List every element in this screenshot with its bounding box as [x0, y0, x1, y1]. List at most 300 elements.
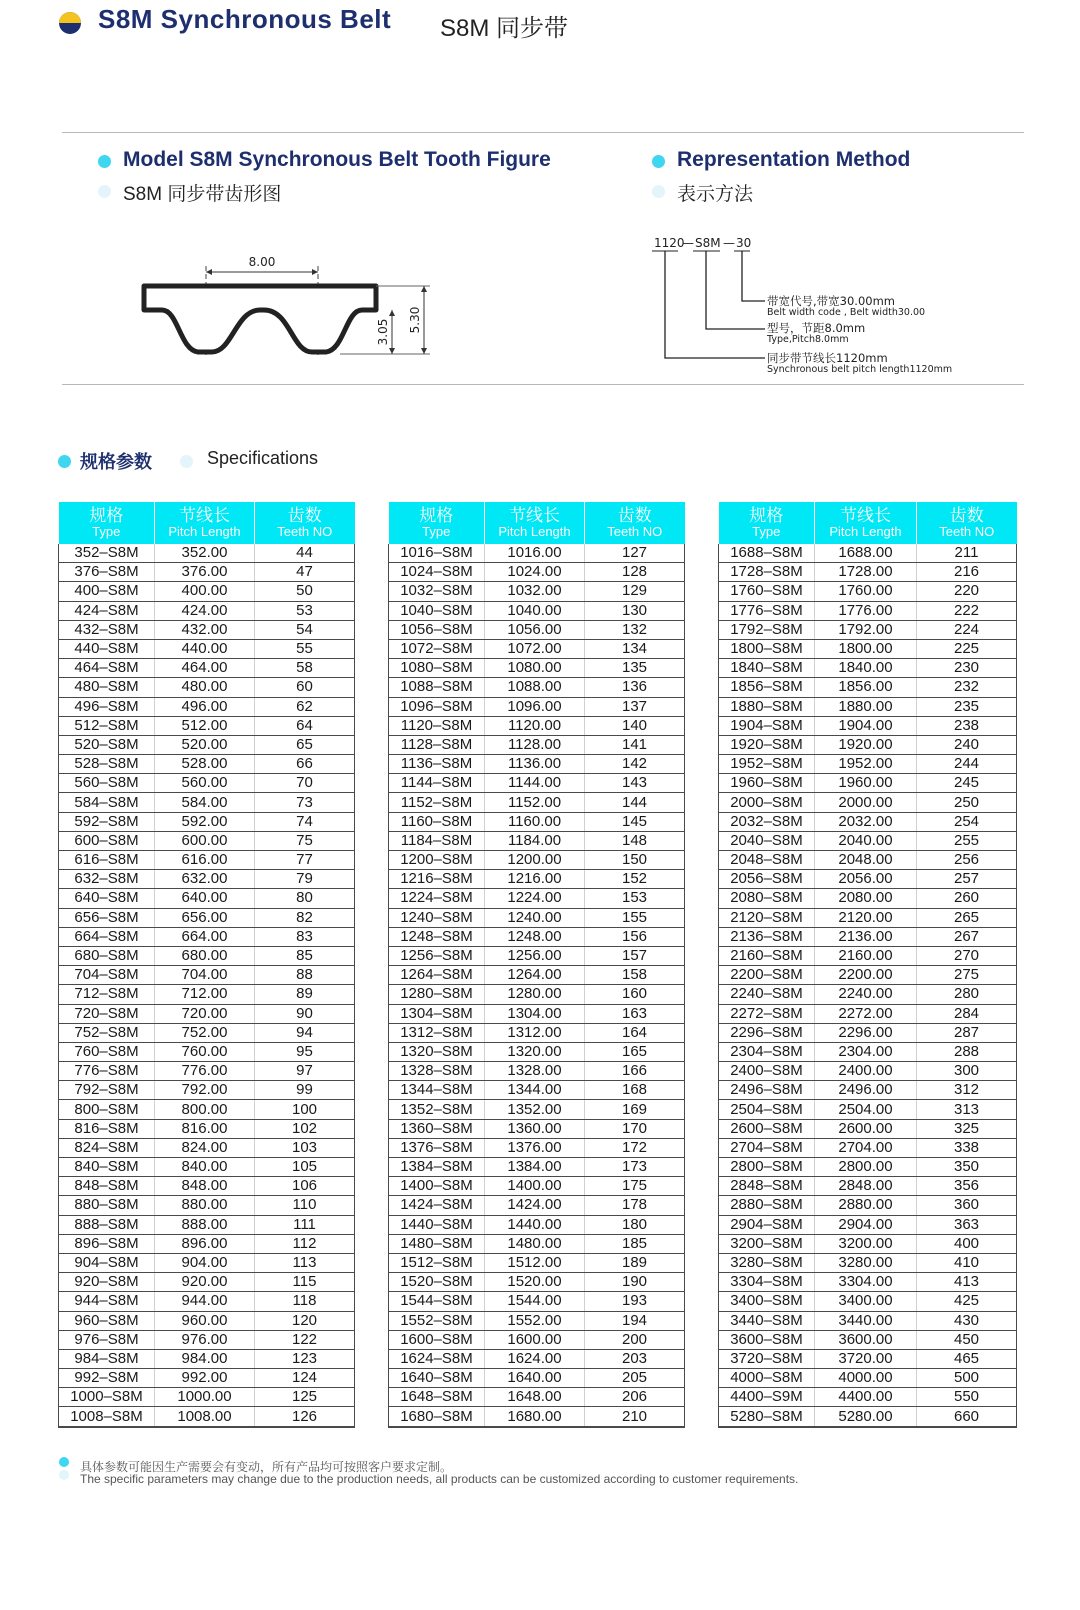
cell-pitch-length: 4000.00 [815, 1369, 917, 1388]
cell-teeth-no: 175 [585, 1177, 685, 1196]
cell-teeth-no: 232 [917, 678, 1017, 697]
cell-teeth-no: 224 [917, 620, 1017, 639]
cell-teeth-no: 90 [255, 1004, 355, 1023]
cell-pitch-length: 400.00 [155, 582, 255, 601]
cell-teeth-no: 400 [917, 1234, 1017, 1253]
cell-teeth-no: 132 [585, 620, 685, 639]
table-row [389, 927, 685, 946]
header-teeth-no: 齿数 Teeth NO [255, 502, 355, 544]
cell-pitch-length: 2040.00 [815, 831, 917, 850]
cell-type: 2600–S8M [719, 1119, 815, 1138]
table-row [719, 1177, 1017, 1196]
cell-type: 2056–S8M [719, 870, 815, 889]
cell-type: 584–S8M [59, 793, 155, 812]
table-row [389, 985, 685, 1004]
cell-teeth-no: 105 [255, 1158, 355, 1177]
representation-title: Representation Method [677, 148, 911, 171]
cell-pitch-length: 2880.00 [815, 1196, 917, 1215]
cell-type: 1200–S8M [389, 851, 485, 870]
cell-teeth-no: 103 [255, 1138, 355, 1157]
cell-pitch-length: 1320.00 [485, 1042, 585, 1061]
cell-teeth-no: 450 [917, 1330, 1017, 1349]
cell-teeth-no: 300 [917, 1062, 1017, 1081]
cell-type: 1688–S8M [719, 544, 815, 563]
table-row [59, 716, 355, 735]
cell-type: 1544–S8M [389, 1292, 485, 1311]
cell-pitch-length: 840.00 [155, 1158, 255, 1177]
cell-type: 1016–S8M [389, 544, 485, 563]
cell-pitch-length: 664.00 [155, 927, 255, 946]
table-row [59, 831, 355, 850]
cell-teeth-no: 144 [585, 793, 685, 812]
table-row [389, 1062, 685, 1081]
cell-teeth-no: 124 [255, 1369, 355, 1388]
cell-teeth-no: 210 [585, 1407, 685, 1427]
table-row [59, 755, 355, 774]
cell-teeth-no: 313 [917, 1100, 1017, 1119]
table-row [719, 620, 1017, 639]
cell-type: 1520–S8M [389, 1273, 485, 1292]
cell-type: 2032–S8M [719, 812, 815, 831]
cell-type: 1144–S8M [389, 774, 485, 793]
cell-type: 1008–S8M [59, 1407, 155, 1427]
cell-pitch-length: 2800.00 [815, 1158, 917, 1177]
cell-pitch-length: 432.00 [155, 620, 255, 639]
cell-pitch-length: 1160.00 [485, 812, 585, 831]
dim-tooth-height-label: 3.05 [376, 318, 390, 346]
cell-type: 3400–S8M [719, 1292, 815, 1311]
cell-teeth-no: 270 [917, 946, 1017, 965]
table-row [389, 601, 685, 620]
cell-pitch-length: 424.00 [155, 601, 255, 620]
cell-pitch-length: 2200.00 [815, 966, 917, 985]
cell-teeth-no: 112 [255, 1234, 355, 1253]
table-row [59, 1407, 355, 1427]
cell-teeth-no: 288 [917, 1042, 1017, 1061]
footer-note-cn: 具体参数可能因生产需要会有变动，所有产品均可按照客户要求定制。 [80, 1460, 453, 1474]
cell-pitch-length: 1344.00 [485, 1081, 585, 1100]
table-row [59, 544, 355, 563]
cell-type: 1440–S8M [389, 1215, 485, 1234]
cell-pitch-length: 944.00 [155, 1292, 255, 1311]
cell-teeth-no: 230 [917, 659, 1017, 678]
cell-teeth-no: 77 [255, 851, 355, 870]
table-row [59, 735, 355, 754]
width-code-label-en: Belt width code , Belt width30.00 [767, 307, 926, 318]
table-row [59, 870, 355, 889]
table-row [59, 1158, 355, 1177]
cell-teeth-no: 284 [917, 1004, 1017, 1023]
cell-pitch-length: 1904.00 [815, 716, 917, 735]
cell-pitch-length: 5280.00 [815, 1407, 917, 1427]
table-row [59, 889, 355, 908]
cell-teeth-no: 113 [255, 1253, 355, 1272]
representation-title-cn: 表示方法 [677, 184, 754, 205]
cell-pitch-length: 1200.00 [485, 851, 585, 870]
cell-type: 976–S8M [59, 1330, 155, 1349]
cell-teeth-no: 148 [585, 831, 685, 850]
cell-pitch-length: 1136.00 [485, 755, 585, 774]
cell-type: 376–S8M [59, 563, 155, 582]
cell-teeth-no: 137 [585, 697, 685, 716]
cell-pitch-length: 3440.00 [815, 1311, 917, 1330]
cell-type: 3440–S8M [719, 1311, 815, 1330]
table-row [719, 1158, 1017, 1177]
cell-teeth-no: 169 [585, 1100, 685, 1119]
cell-type: 2120–S8M [719, 908, 815, 927]
cell-type: 4000–S8M [719, 1369, 815, 1388]
table-row [389, 755, 685, 774]
cell-pitch-length: 440.00 [155, 639, 255, 658]
bullet-icon [180, 455, 193, 468]
cell-type: 1128–S8M [389, 735, 485, 754]
table-row [389, 1138, 685, 1157]
table-row [59, 1138, 355, 1157]
table-row [59, 985, 355, 1004]
cell-teeth-no: 74 [255, 812, 355, 831]
cell-teeth-no: 500 [917, 1369, 1017, 1388]
cell-type: 944–S8M [59, 1292, 155, 1311]
cell-pitch-length: 2400.00 [815, 1062, 917, 1081]
cell-teeth-no: 220 [917, 582, 1017, 601]
table-row [389, 831, 685, 850]
cell-type: 920–S8M [59, 1273, 155, 1292]
cell-pitch-length: 712.00 [155, 985, 255, 1004]
cell-type: 2296–S8M [719, 1023, 815, 1042]
table-row [719, 927, 1017, 946]
cell-teeth-no: 164 [585, 1023, 685, 1042]
cell-type: 1680–S8M [389, 1407, 485, 1427]
cell-type: 2000–S8M [719, 793, 815, 812]
cell-pitch-length: 1040.00 [485, 601, 585, 620]
cell-type: 1000–S8M [59, 1388, 155, 1407]
table-row [59, 927, 355, 946]
cell-teeth-no: 65 [255, 735, 355, 754]
table-row [719, 774, 1017, 793]
cell-teeth-no: 163 [585, 1004, 685, 1023]
cell-pitch-length: 1248.00 [485, 927, 585, 946]
cell-pitch-length: 2848.00 [815, 1177, 917, 1196]
cell-pitch-length: 2000.00 [815, 793, 917, 812]
table-row [389, 793, 685, 812]
header-type: 规格 Type [719, 502, 815, 544]
cell-pitch-length: 560.00 [155, 774, 255, 793]
cell-type: 520–S8M [59, 735, 155, 754]
cell-teeth-no: 465 [917, 1349, 1017, 1368]
cell-teeth-no: 660 [917, 1407, 1017, 1427]
cell-pitch-length: 2120.00 [815, 908, 917, 927]
cell-teeth-no: 143 [585, 774, 685, 793]
table-row [719, 1253, 1017, 1272]
cell-teeth-no: 211 [917, 544, 1017, 563]
table-row [389, 1177, 685, 1196]
table-row [719, 659, 1017, 678]
cell-pitch-length: 1552.00 [485, 1311, 585, 1330]
cell-teeth-no: 178 [585, 1196, 685, 1215]
bullet-icon [652, 155, 665, 168]
table-row [389, 1081, 685, 1100]
cell-type: 1840–S8M [719, 659, 815, 678]
cell-pitch-length: 1000.00 [155, 1388, 255, 1407]
table-row [719, 1042, 1017, 1061]
table-row [389, 563, 685, 582]
cell-teeth-no: 244 [917, 755, 1017, 774]
cell-type: 2704–S8M [719, 1138, 815, 1157]
cell-teeth-no: 83 [255, 927, 355, 946]
cell-teeth-no: 256 [917, 851, 1017, 870]
code-sep: — [723, 236, 735, 250]
table-row [719, 946, 1017, 965]
table-row [59, 1177, 355, 1196]
table-row [59, 1330, 355, 1349]
cell-teeth-no: 44 [255, 544, 355, 563]
cell-teeth-no: 95 [255, 1042, 355, 1061]
cell-type: 1080–S8M [389, 659, 485, 678]
cell-pitch-length: 1424.00 [485, 1196, 585, 1215]
cell-teeth-no: 280 [917, 985, 1017, 1004]
cell-pitch-length: 1544.00 [485, 1292, 585, 1311]
cell-pitch-length: 3400.00 [815, 1292, 917, 1311]
cell-teeth-no: 193 [585, 1292, 685, 1311]
table-row [719, 1292, 1017, 1311]
table-row [59, 1062, 355, 1081]
cell-teeth-no: 157 [585, 946, 685, 965]
cell-teeth-no: 275 [917, 966, 1017, 985]
cell-type: 1920–S8M [719, 735, 815, 754]
cell-pitch-length: 1880.00 [815, 697, 917, 716]
cell-type: 840–S8M [59, 1158, 155, 1177]
cell-teeth-no: 88 [255, 966, 355, 985]
cell-teeth-no: 102 [255, 1119, 355, 1138]
table-row [389, 1349, 685, 1368]
cell-teeth-no: 156 [585, 927, 685, 946]
cell-type: 2048–S8M [719, 851, 815, 870]
cell-teeth-no: 235 [917, 697, 1017, 716]
cell-type: 664–S8M [59, 927, 155, 946]
cell-pitch-length: 1600.00 [485, 1330, 585, 1349]
cell-pitch-length: 1080.00 [485, 659, 585, 678]
cell-pitch-length: 3720.00 [815, 1349, 917, 1368]
length-label-cn: 同步带节线长1120mm [767, 351, 888, 365]
cell-type: 800–S8M [59, 1100, 155, 1119]
cell-teeth-no: 225 [917, 639, 1017, 658]
spec-table-2 [388, 502, 685, 1428]
cell-teeth-no: 255 [917, 831, 1017, 850]
page-title: S8M Synchronous Belt [98, 4, 392, 34]
cell-pitch-length: 2080.00 [815, 889, 917, 908]
table-row [389, 582, 685, 601]
cell-teeth-no: 128 [585, 563, 685, 582]
table-row [59, 620, 355, 639]
table-row [719, 889, 1017, 908]
cell-type: 1096–S8M [389, 697, 485, 716]
cell-type: 656–S8M [59, 908, 155, 927]
cell-pitch-length: 352.00 [155, 544, 255, 563]
cell-pitch-length: 976.00 [155, 1330, 255, 1349]
cell-pitch-length: 1056.00 [485, 620, 585, 639]
dim-total-height-label: 5.30 [408, 306, 422, 334]
cell-teeth-no: 110 [255, 1196, 355, 1215]
cell-type: 616–S8M [59, 851, 155, 870]
cell-teeth-no: 58 [255, 659, 355, 678]
table-row [59, 1081, 355, 1100]
cell-pitch-length: 2272.00 [815, 1004, 917, 1023]
cell-type: 1792–S8M [719, 620, 815, 639]
cell-type: 1384–S8M [389, 1158, 485, 1177]
cell-type: 760–S8M [59, 1042, 155, 1061]
table-row [719, 716, 1017, 735]
cell-teeth-no: 135 [585, 659, 685, 678]
cell-teeth-no: 75 [255, 831, 355, 850]
cell-pitch-length: 1648.00 [485, 1388, 585, 1407]
cell-type: 1088–S8M [389, 678, 485, 697]
table-row [59, 851, 355, 870]
cell-pitch-length: 984.00 [155, 1349, 255, 1368]
table-row [719, 1349, 1017, 1368]
cell-teeth-no: 115 [255, 1273, 355, 1292]
table-row [59, 1273, 355, 1292]
cell-pitch-length: 376.00 [155, 563, 255, 582]
table-row [59, 697, 355, 716]
cell-type: 3280–S8M [719, 1253, 815, 1272]
cell-teeth-no: 136 [585, 678, 685, 697]
cell-pitch-length: 2160.00 [815, 946, 917, 965]
cell-pitch-length: 1016.00 [485, 544, 585, 563]
cell-teeth-no: 360 [917, 1196, 1017, 1215]
table-row [719, 1138, 1017, 1157]
cell-type: 1216–S8M [389, 870, 485, 889]
cell-pitch-length: 1384.00 [485, 1158, 585, 1177]
cell-pitch-length: 1800.00 [815, 639, 917, 658]
cell-pitch-length: 760.00 [155, 1042, 255, 1061]
table-row [59, 639, 355, 658]
table-row [389, 1253, 685, 1272]
cell-type: 496–S8M [59, 697, 155, 716]
cell-teeth-no: 189 [585, 1253, 685, 1272]
cell-teeth-no: 238 [917, 716, 1017, 735]
divider [62, 384, 1024, 385]
table-row [59, 793, 355, 812]
header-pitch-length: 节线长 Pitch Length [155, 502, 255, 544]
cell-teeth-no: 153 [585, 889, 685, 908]
cell-type: 640–S8M [59, 889, 155, 908]
cell-type: 2040–S8M [719, 831, 815, 850]
table-row [59, 908, 355, 927]
cell-type: 1480–S8M [389, 1234, 485, 1253]
cell-teeth-no: 245 [917, 774, 1017, 793]
dim-pitch-label: 8.00 [248, 255, 276, 269]
cell-pitch-length: 1184.00 [485, 831, 585, 850]
table-row [389, 774, 685, 793]
code-width: 30 [736, 236, 752, 250]
cell-teeth-no: 260 [917, 889, 1017, 908]
cell-type: 1056–S8M [389, 620, 485, 639]
cell-pitch-length: 1400.00 [485, 1177, 585, 1196]
cell-teeth-no: 73 [255, 793, 355, 812]
cell-pitch-length: 1256.00 [485, 946, 585, 965]
specs-title-cn: 规格参数 [80, 452, 152, 472]
cell-type: 1184–S8M [389, 831, 485, 850]
cell-type: 1040–S8M [389, 601, 485, 620]
cell-pitch-length: 520.00 [155, 735, 255, 754]
cell-pitch-length: 632.00 [155, 870, 255, 889]
cell-pitch-length: 1312.00 [485, 1023, 585, 1042]
table-row [719, 735, 1017, 754]
cell-pitch-length: 1624.00 [485, 1349, 585, 1368]
table-row [389, 851, 685, 870]
cell-teeth-no: 254 [917, 812, 1017, 831]
cell-type: 824–S8M [59, 1138, 155, 1157]
table-row [59, 1023, 355, 1042]
cell-pitch-length: 680.00 [155, 946, 255, 965]
cell-pitch-length: 2136.00 [815, 927, 917, 946]
page-title-cn: S8M 同步带 [440, 15, 569, 42]
cell-pitch-length: 896.00 [155, 1234, 255, 1253]
cell-type: 2904–S8M [719, 1215, 815, 1234]
cell-teeth-no: 82 [255, 908, 355, 927]
cell-teeth-no: 127 [585, 544, 685, 563]
cell-pitch-length: 1728.00 [815, 563, 917, 582]
table-row [719, 1311, 1017, 1330]
table-row [719, 1100, 1017, 1119]
cell-pitch-length: 2600.00 [815, 1119, 917, 1138]
cell-type: 1120–S8M [389, 716, 485, 735]
cell-pitch-length: 752.00 [155, 1023, 255, 1042]
cell-teeth-no: 126 [255, 1407, 355, 1427]
cell-pitch-length: 1008.00 [155, 1407, 255, 1427]
cell-teeth-no: 173 [585, 1158, 685, 1177]
cell-type: 2304–S8M [719, 1042, 815, 1061]
table-row [389, 1388, 685, 1407]
cell-pitch-length: 1856.00 [815, 678, 917, 697]
code-length: 1120 [654, 236, 685, 250]
cell-teeth-no: 550 [917, 1388, 1017, 1407]
cell-type: 560–S8M [59, 774, 155, 793]
cell-pitch-length: 1072.00 [485, 639, 585, 658]
table-row [719, 1119, 1017, 1138]
table-row [389, 1311, 685, 1330]
spec-table-1 [58, 502, 355, 1428]
cell-pitch-length: 1304.00 [485, 1004, 585, 1023]
table-row [719, 851, 1017, 870]
table-row [59, 1253, 355, 1272]
table-row [59, 1234, 355, 1253]
type-label-cn: 型号，节距8.0mm [767, 321, 866, 335]
cell-teeth-no: 265 [917, 908, 1017, 927]
cell-type: 880–S8M [59, 1196, 155, 1215]
cell-pitch-length: 720.00 [155, 1004, 255, 1023]
cell-pitch-length: 2504.00 [815, 1100, 917, 1119]
cell-type: 2272–S8M [719, 1004, 815, 1023]
cell-type: 1648–S8M [389, 1388, 485, 1407]
cell-type: 2240–S8M [719, 985, 815, 1004]
footer-note-en: The specific parameters may change due to the production needs, all products can be customized according to customer requirements. [80, 1472, 799, 1486]
table-row [719, 1196, 1017, 1215]
cell-teeth-no: 172 [585, 1138, 685, 1157]
table-row [389, 1042, 685, 1061]
table-row [719, 678, 1017, 697]
table-row [59, 1369, 355, 1388]
cell-pitch-length: 2496.00 [815, 1081, 917, 1100]
table-row [389, 639, 685, 658]
table-row [59, 582, 355, 601]
cell-type: 776–S8M [59, 1062, 155, 1081]
cell-type: 1960–S8M [719, 774, 815, 793]
table-row [389, 1119, 685, 1138]
cell-pitch-length: 2304.00 [815, 1042, 917, 1061]
table-row [389, 870, 685, 889]
cell-type: 1376–S8M [389, 1138, 485, 1157]
